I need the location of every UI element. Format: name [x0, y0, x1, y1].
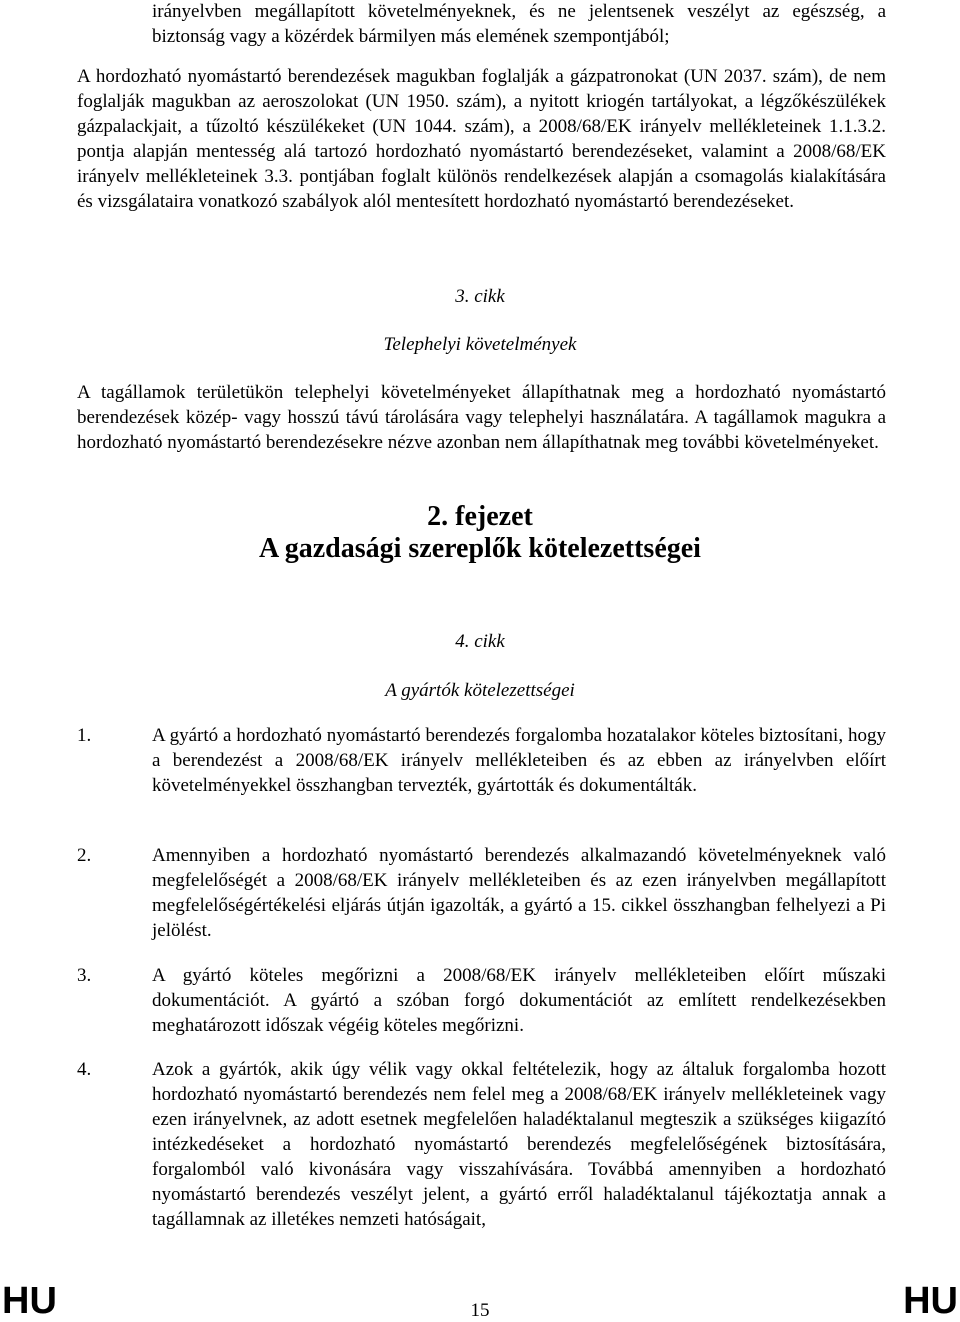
- article-4-title: A gyártók kötelezettségei: [385, 680, 575, 701]
- item-text: Azok a gyártók, akik úgy vélik vagy okkal feltételezik, hogy az általuk forgalomba hozott hordozható nyomástartó berendezés nem felel meg a 2008/68/EK irányelv mellékleteinek vagy ezen irányelvnek, az adott esetnek megfelelően haladéktalanul megteszik a szükséges kiigazító intézkedéseket a hordozható nyomástartó berendezés megfelelőségének biztosítására, forgalomból való kivonására vagy visszahívására. Továbbá amennyiben a hordozható nyomástartó berendezés veszélyt jelent, a gyártó erről haladéktalanul tájékoztatja annak a tagállamnak az illetékes nemzeti hatóságait,: [152, 1059, 886, 1230]
- item-text: A gyártó a hordozható nyomástartó berendezés forgalomba hozatalakor köteles biztosítani, hogy a berendezést a 2008/68/EK irányelv mellékleteiben és az ebben az irányelvben előírt követelményekkel összhangban tervezték, gyártották és dokumentálták.: [152, 725, 886, 796]
- item-text: A gyártó köteles megőrizni a 2008/68/EK irányelv mellékleteiben előírt műszaki dokumentációt. A gyártó a szóban forgó dokumentációt az említett rendelkezésekben meghatározott időszak végéig köteles megőrizni.: [152, 965, 886, 1036]
- article-3-body: A tagállamok területükön telephelyi követelményeket állapíthatnak meg a hordozható nyomástartó berendezések közép- vagy hosszú távú tárolására vagy telephelyi használatára. A tagállamok magukra a hordozható nyomástartó berendezésekre nézve azonban nem állapíthatnak meg további követelményeket.: [77, 382, 886, 453]
- article-4-number: 4. cikk: [455, 631, 505, 652]
- chapter-2-title: A gazdasági szereplők kötelezettségei: [259, 533, 701, 564]
- footer-language-code-left: HU: [2, 1280, 57, 1322]
- footer-language-code-right: HU: [903, 1280, 958, 1322]
- item-text: Amennyiben a hordozható nyomástartó berendezés alkalmazandó követelményeknek való megfelelőségét a 2008/68/EK irányelv mellékleteiben és az ezen irányelvben megállapított megfelelőségértékelési eljárás útján igazolták, a gyártó a 15. cikkel összhangban felhelyezi a Pi jelölést.: [152, 845, 886, 941]
- item-number: 4.: [77, 1059, 92, 1080]
- item-number: 2.: [77, 845, 92, 866]
- article-3-title: Telephelyi követelmények: [383, 334, 577, 355]
- intro-continuation-paragraph: irányelvben megállapított követelményeknek, és ne jelentsenek veszélyt az egészség, a biztonság vagy a közérdek bármilyen más elemének szempontjából;: [152, 1, 886, 47]
- item-number: 1.: [77, 725, 92, 746]
- chapter-2-number: 2. fejezet: [427, 501, 533, 532]
- article-3-number: 3. cikk: [455, 286, 505, 307]
- exemption-paragraph: A hordozható nyomástartó berendezések magukban foglalják a gázpatronokat (UN 2037. szám), de nem foglalják magukban az aeroszolokat (UN 1950. szám), a nyitott kriogén tartályokat, a légzőkészülékek gázpalackjait, a tűzoltó készülékeket (UN 1044. szám), a 2008/68/EK irányelv mellékleteinek 1.1.3.2. pontja alapján mentesség alá tartozó hordozható nyomástartó berendezéseket, valamint a 2008/68/EK irányelv mellékleteinek 3.3. pontjában foglalt különös rendelkezések alapján a csomagolás kialakítására és vizsgálataira vonatkozó szabályok alól mentesített hordozható nyomástartó berendezéseket.: [77, 66, 886, 212]
- page-number: 15: [470, 1300, 490, 1321]
- item-number: 3.: [77, 965, 92, 986]
